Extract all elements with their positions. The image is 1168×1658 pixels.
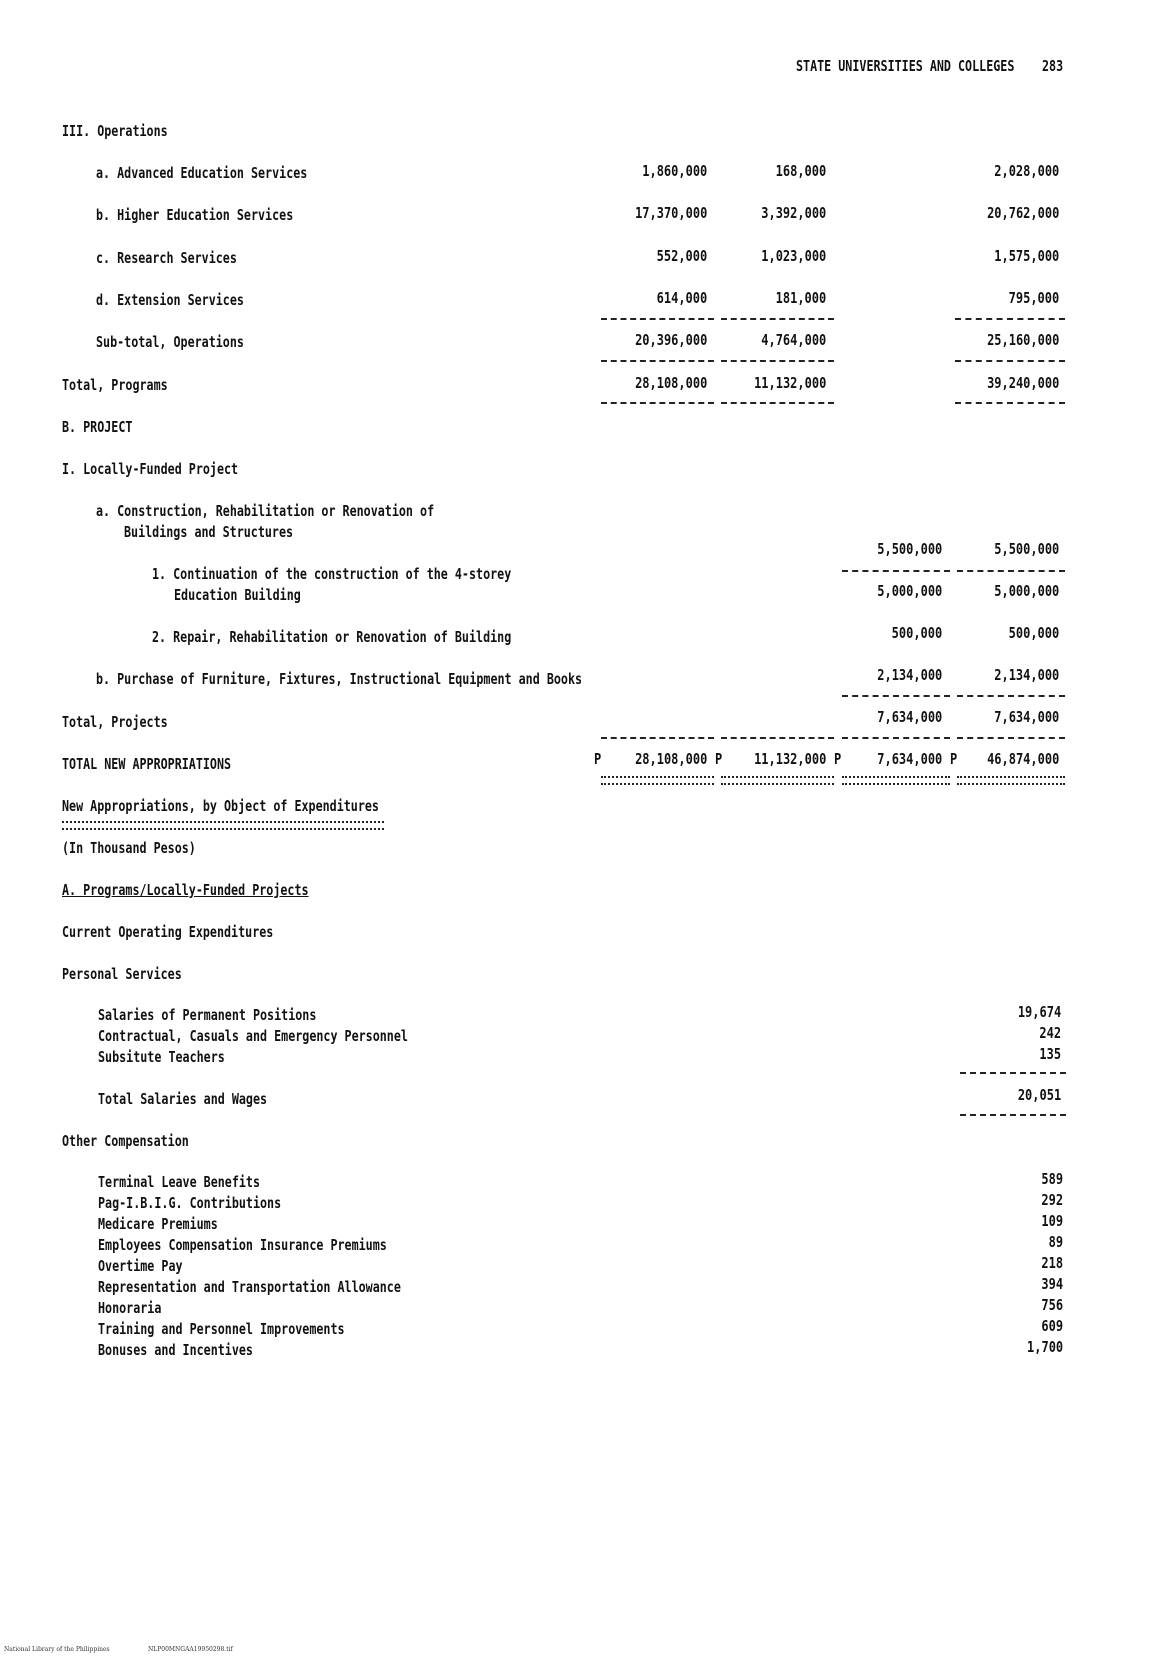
row-label: c. Research Services (96, 249, 237, 267)
sub1-col4: 5,000,000 (993, 582, 1059, 600)
personal-services-heading: Personal Services (62, 965, 182, 983)
compensation-label: Terminal Leave Benefits (98, 1173, 261, 1191)
library-footer: National Library of the Philippines (4, 1646, 110, 1653)
sub2-col4: 500,000 (1008, 624, 1059, 642)
other-compensation-heading: Other Compensation (62, 1132, 189, 1150)
divider (957, 695, 1065, 697)
currency-symbol: P (594, 750, 602, 768)
double-divider (721, 776, 834, 785)
divider (957, 737, 1065, 739)
divider (721, 737, 834, 739)
divider (721, 402, 834, 404)
item-a-label-line2: Buildings and Structures (124, 523, 294, 541)
current-operating-heading: Current Operating Expenditures (62, 923, 274, 941)
total-projects-col3: 7,634,000 (876, 708, 942, 726)
divider (957, 570, 1065, 572)
compensation-label: Bonuses and Incentives (98, 1341, 253, 1359)
col4-value: 46,874,000 (986, 750, 1059, 768)
divider (955, 402, 1065, 404)
sub1-col3: 5,000,000 (876, 582, 942, 600)
salary-value: 242 (1039, 1024, 1061, 1042)
col2-value: 3,392,000 (760, 204, 826, 222)
compensation-label: Medicare Premiums (98, 1215, 218, 1233)
col1-value: 614,000 (656, 289, 707, 307)
divider (601, 737, 714, 739)
col4-value: 1,575,000 (993, 247, 1059, 265)
sub1-label-line1: 1. Continuation of the construction of the 4-storey (152, 565, 512, 583)
compensation-value: 609 (1041, 1317, 1063, 1335)
compensation-label: Honoraria (98, 1299, 162, 1317)
compensation-label: Employees Compensation Insurance Premiums (98, 1236, 387, 1254)
page-number: 283 (1042, 57, 1064, 75)
row-label: b. Higher Education Services (96, 206, 294, 224)
divider (955, 360, 1065, 362)
compensation-value: 89 (1048, 1233, 1063, 1251)
double-divider (601, 776, 714, 785)
objects-heading: New Appropriations, by Object of Expenditures (62, 797, 379, 815)
divider (601, 318, 714, 320)
compensation-label: Overtime Pay (98, 1257, 183, 1275)
compensation-value: 394 (1041, 1275, 1063, 1293)
total-projects-col4: 7,634,000 (993, 708, 1059, 726)
file-reference: NLP00MNGAA19950298.tif (148, 1646, 233, 1653)
row-label: a. Advanced Education Services (96, 164, 308, 182)
divider (960, 1114, 1066, 1116)
item-b-label: b. Purchase of Furniture, Fixtures, Instructional Equipment and Books (96, 670, 583, 688)
salary-value: 19,674 (1017, 1003, 1061, 1021)
project-heading: B. PROJECT (62, 418, 133, 436)
salary-label: Subsitute Teachers (98, 1048, 225, 1066)
compensation-value: 292 (1041, 1191, 1063, 1209)
divider (960, 1072, 1066, 1074)
compensation-value: 589 (1041, 1170, 1063, 1188)
col1-value: 28,108,000 (634, 750, 707, 768)
operations-heading: III. Operations (62, 122, 168, 140)
currency-symbol: P (715, 750, 723, 768)
col1-value: 1,860,000 (641, 162, 707, 180)
item-b-col3: 2,134,000 (876, 666, 942, 684)
item-a-col4: 5,500,000 (993, 540, 1059, 558)
col2-value: 11,132,000 (753, 374, 826, 392)
sub2-col3: 500,000 (891, 624, 942, 642)
col1-value: 28,108,000 (634, 374, 707, 392)
col2-value: 1,023,000 (760, 247, 826, 265)
divider (721, 360, 834, 362)
item-a-col3: 5,500,000 (876, 540, 942, 558)
compensation-label: Training and Personnel Improvements (98, 1320, 345, 1338)
row-label: d. Extension Services (96, 291, 244, 309)
divider (601, 360, 714, 362)
col4-value: 20,762,000 (986, 204, 1059, 222)
grand-total-label: TOTAL NEW APPROPRIATIONS (62, 755, 232, 773)
col1-value: 552,000 (656, 247, 707, 265)
compensation-label: Representation and Transportation Allowance (98, 1278, 401, 1296)
col2-value: 168,000 (775, 162, 826, 180)
section-a-heading: A. Programs/Locally-Funded Projects (62, 881, 309, 899)
locally-funded-heading: I. Locally-Funded Project (62, 460, 239, 478)
total-programs-label: Total, Programs (62, 376, 168, 394)
col1-value: 20,396,000 (634, 331, 707, 349)
col2-value: 11,132,000 (753, 750, 826, 768)
divider (842, 737, 950, 739)
currency-symbol: P (950, 750, 958, 768)
salary-label: Salaries of Permanent Positions (98, 1006, 317, 1024)
divider (955, 318, 1065, 320)
compensation-value: 109 (1041, 1212, 1063, 1230)
double-divider (957, 776, 1065, 785)
double-divider (842, 776, 950, 785)
col4-value: 25,160,000 (986, 331, 1059, 349)
total-salaries-value: 20,051 (1017, 1086, 1061, 1104)
divider (601, 402, 714, 404)
compensation-value: 756 (1041, 1296, 1063, 1314)
sub1-label-line2: Education Building (174, 586, 301, 604)
sub2-label: 2. Repair, Rehabilitation or Renovation of Building (152, 628, 512, 646)
heading-double-underline (62, 821, 384, 830)
col1-value: 17,370,000 (634, 204, 707, 222)
salary-value: 135 (1039, 1045, 1061, 1063)
salary-label: Contractual, Casuals and Emergency Personnel (98, 1027, 408, 1045)
total-projects-label: Total, Projects (62, 713, 168, 731)
compensation-value: 218 (1041, 1254, 1063, 1272)
col2-value: 4,764,000 (760, 331, 826, 349)
currency-symbol: P (834, 750, 842, 768)
col3-value: 7,634,000 (876, 750, 942, 768)
compensation-value: 1,700 (1026, 1338, 1063, 1356)
subtotal-label: Sub-total, Operations (96, 333, 244, 351)
running-title: STATE UNIVERSITIES AND COLLEGES (796, 57, 1015, 75)
col4-value: 39,240,000 (986, 374, 1059, 392)
divider (842, 570, 950, 572)
col4-value: 2,028,000 (993, 162, 1059, 180)
compensation-label: Pag-I.B.I.G. Contributions (98, 1194, 282, 1212)
item-b-col4: 2,134,000 (993, 666, 1059, 684)
total-salaries-label: Total Salaries and Wages (98, 1090, 268, 1108)
unit-note: (In Thousand Pesos) (62, 839, 196, 857)
col4-value: 795,000 (1008, 289, 1059, 307)
item-a-label-line1: a. Construction, Rehabilitation or Renovation of (96, 502, 435, 520)
col2-value: 181,000 (775, 289, 826, 307)
divider (721, 318, 834, 320)
divider (842, 695, 950, 697)
